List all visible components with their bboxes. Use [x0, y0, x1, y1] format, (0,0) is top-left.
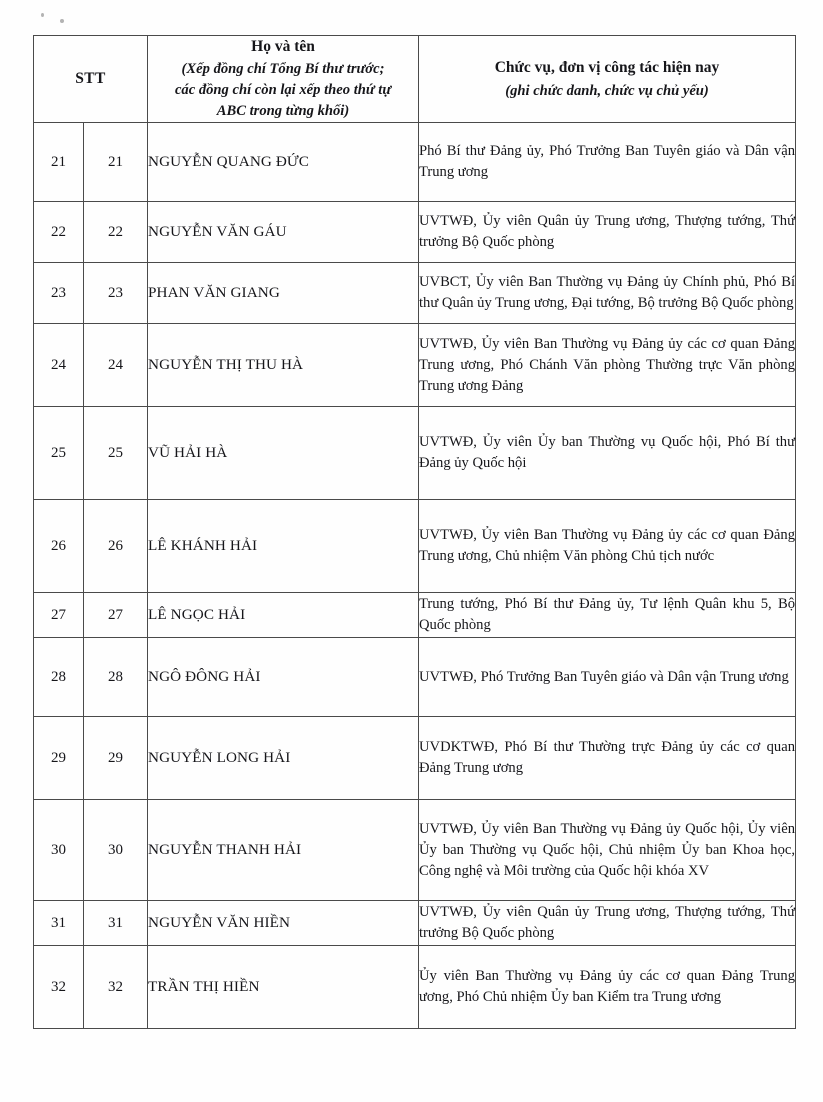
cell-position: UVTWĐ, Ủy viên Ủy ban Thường vụ Quốc hội, Phó Bí thư Đảng ủy Quốc hội [419, 407, 796, 500]
cell-stt-b: 22 [84, 202, 148, 263]
column-header-name-title: Họ và tên [251, 38, 315, 55]
cell-stt-b: 29 [84, 717, 148, 800]
cell-stt-b: 31 [84, 901, 148, 946]
cell-stt-a: 32 [34, 946, 84, 1029]
cell-stt-b: 23 [84, 263, 148, 324]
cell-position: UVTWĐ, Ủy viên Ban Thường vụ Đảng ủy Quốc hội, Ủy viên Ủy ban Thường vụ Quốc hội, Chủ nhiệm Ủy ban Khoa học, Công nghệ và Môi trường của Quốc hội khóa XV [419, 800, 796, 901]
cell-stt-a: 30 [34, 800, 84, 901]
cell-stt-a: 26 [34, 500, 84, 593]
cell-name: TRẦN THỊ HIỀN [148, 946, 419, 1029]
cell-position: UVTWĐ, Ủy viên Quân ủy Trung ương, Thượng tướng, Thứ trưởng Bộ Quốc phòng [419, 901, 796, 946]
table-row [34, 202, 796, 263]
table-row [34, 593, 796, 638]
scan-speck-icon [41, 13, 44, 17]
cell-name: NGUYỄN LONG HẢI [148, 717, 419, 800]
column-header-name-note-line1: (Xếp đồng chí Tổng Bí thư trước; [181, 61, 385, 77]
cell-position: UVTWĐ, Ủy viên Quân ủy Trung ương, Thượng tướng, Thứ trưởng Bộ Quốc phòng [419, 202, 796, 263]
cell-position: UVTWĐ, Ủy viên Ban Thường vụ Đảng ủy các cơ quan Đảng Trung ương, Chủ nhiệm Văn phòng Chủ tịch nước [419, 500, 796, 593]
scan-speck-icon [60, 19, 64, 23]
table-header-row [34, 36, 796, 123]
cell-stt-b: 25 [84, 407, 148, 500]
column-header-name-note-line3: ABC trong từng khối) [216, 103, 350, 120]
column-header-position-title: Chức vụ, đơn vị công tác hiện nay [494, 58, 720, 76]
cell-stt-a: 25 [34, 407, 84, 500]
cell-name: NGUYỄN THANH HẢI [148, 800, 419, 901]
cell-name: PHAN VĂN GIANG [148, 263, 419, 324]
column-header-position [419, 36, 796, 123]
cell-name: LÊ KHÁNH HẢI [148, 500, 419, 593]
cell-stt-a: 24 [34, 324, 84, 407]
table-row [34, 901, 796, 946]
cell-stt-a: 31 [34, 901, 84, 946]
table-row [34, 407, 796, 500]
column-header-stt: STT [34, 36, 148, 123]
table-body [34, 123, 796, 1029]
cell-stt-a: 29 [34, 717, 84, 800]
cell-stt-b: 32 [84, 946, 148, 1029]
table-row [34, 946, 796, 1029]
cell-position: UVBCT, Ủy viên Ban Thường vụ Đảng ủy Chính phủ, Phó Bí thư Quân ủy Trung ương, Đại tướng, Bộ trưởng Bộ Quốc phòng [419, 263, 796, 324]
column-header-name-note-line2: các đồng chí còn lại xếp theo thứ tự [174, 82, 392, 99]
cell-stt-a: 27 [34, 593, 84, 638]
table-row [34, 500, 796, 593]
cell-stt-a: 23 [34, 263, 84, 324]
table-row [34, 638, 796, 717]
cell-stt-b: 21 [84, 123, 148, 202]
table-row [34, 324, 796, 407]
cell-position: UVTWĐ, Phó Trưởng Ban Tuyên giáo và Dân vận Trung ương [419, 638, 796, 717]
cell-position: UVDKTWĐ, Phó Bí thư Thường trực Đảng ủy các cơ quan Đảng Trung ương [419, 717, 796, 800]
column-header-name [148, 36, 419, 123]
cell-stt-a: 22 [34, 202, 84, 263]
cell-name: NGUYỄN THỊ THU HÀ [148, 324, 419, 407]
table-row [34, 717, 796, 800]
cell-position: UVTWĐ, Ủy viên Ban Thường vụ Đảng ủy các cơ quan Đảng Trung ương, Phó Chánh Văn phòng Thường trực Văn phòng Trung ương Đảng [419, 324, 796, 407]
table-row [34, 800, 796, 901]
cell-position: Ủy viên Ban Thường vụ Đảng ủy các cơ quan Đảng Trung ương, Phó Chủ nhiệm Ủy ban Kiểm tra Trung ương [419, 946, 796, 1029]
table-row [34, 263, 796, 324]
cell-name: NGUYỄN VĂN GÁU [148, 202, 419, 263]
personnel-table [33, 35, 796, 1029]
cell-name: NGUYỄN QUANG ĐỨC [148, 123, 419, 202]
cell-name: VŨ HẢI HÀ [148, 407, 419, 500]
cell-stt-b: 27 [84, 593, 148, 638]
cell-stt-a: 28 [34, 638, 84, 717]
cell-stt-b: 24 [84, 324, 148, 407]
cell-stt-a: 21 [34, 123, 84, 202]
cell-position: Phó Bí thư Đảng ủy, Phó Trưởng Ban Tuyên giáo và Dân vận Trung ương [419, 123, 796, 202]
cell-name: NGUYỄN VĂN HIỀN [148, 901, 419, 946]
cell-position: Trung tướng, Phó Bí thư Đảng ủy, Tư lệnh Quân khu 5, Bộ Quốc phòng [419, 593, 796, 638]
table-row [34, 123, 796, 202]
cell-stt-b: 26 [84, 500, 148, 593]
cell-name: NGÔ ĐÔNG HẢI [148, 638, 419, 717]
cell-stt-b: 30 [84, 800, 148, 901]
column-header-position-note: (ghi chức danh, chức vụ chủ yếu) [505, 82, 709, 99]
cell-stt-b: 28 [84, 638, 148, 717]
cell-name: LÊ NGỌC HẢI [148, 593, 419, 638]
